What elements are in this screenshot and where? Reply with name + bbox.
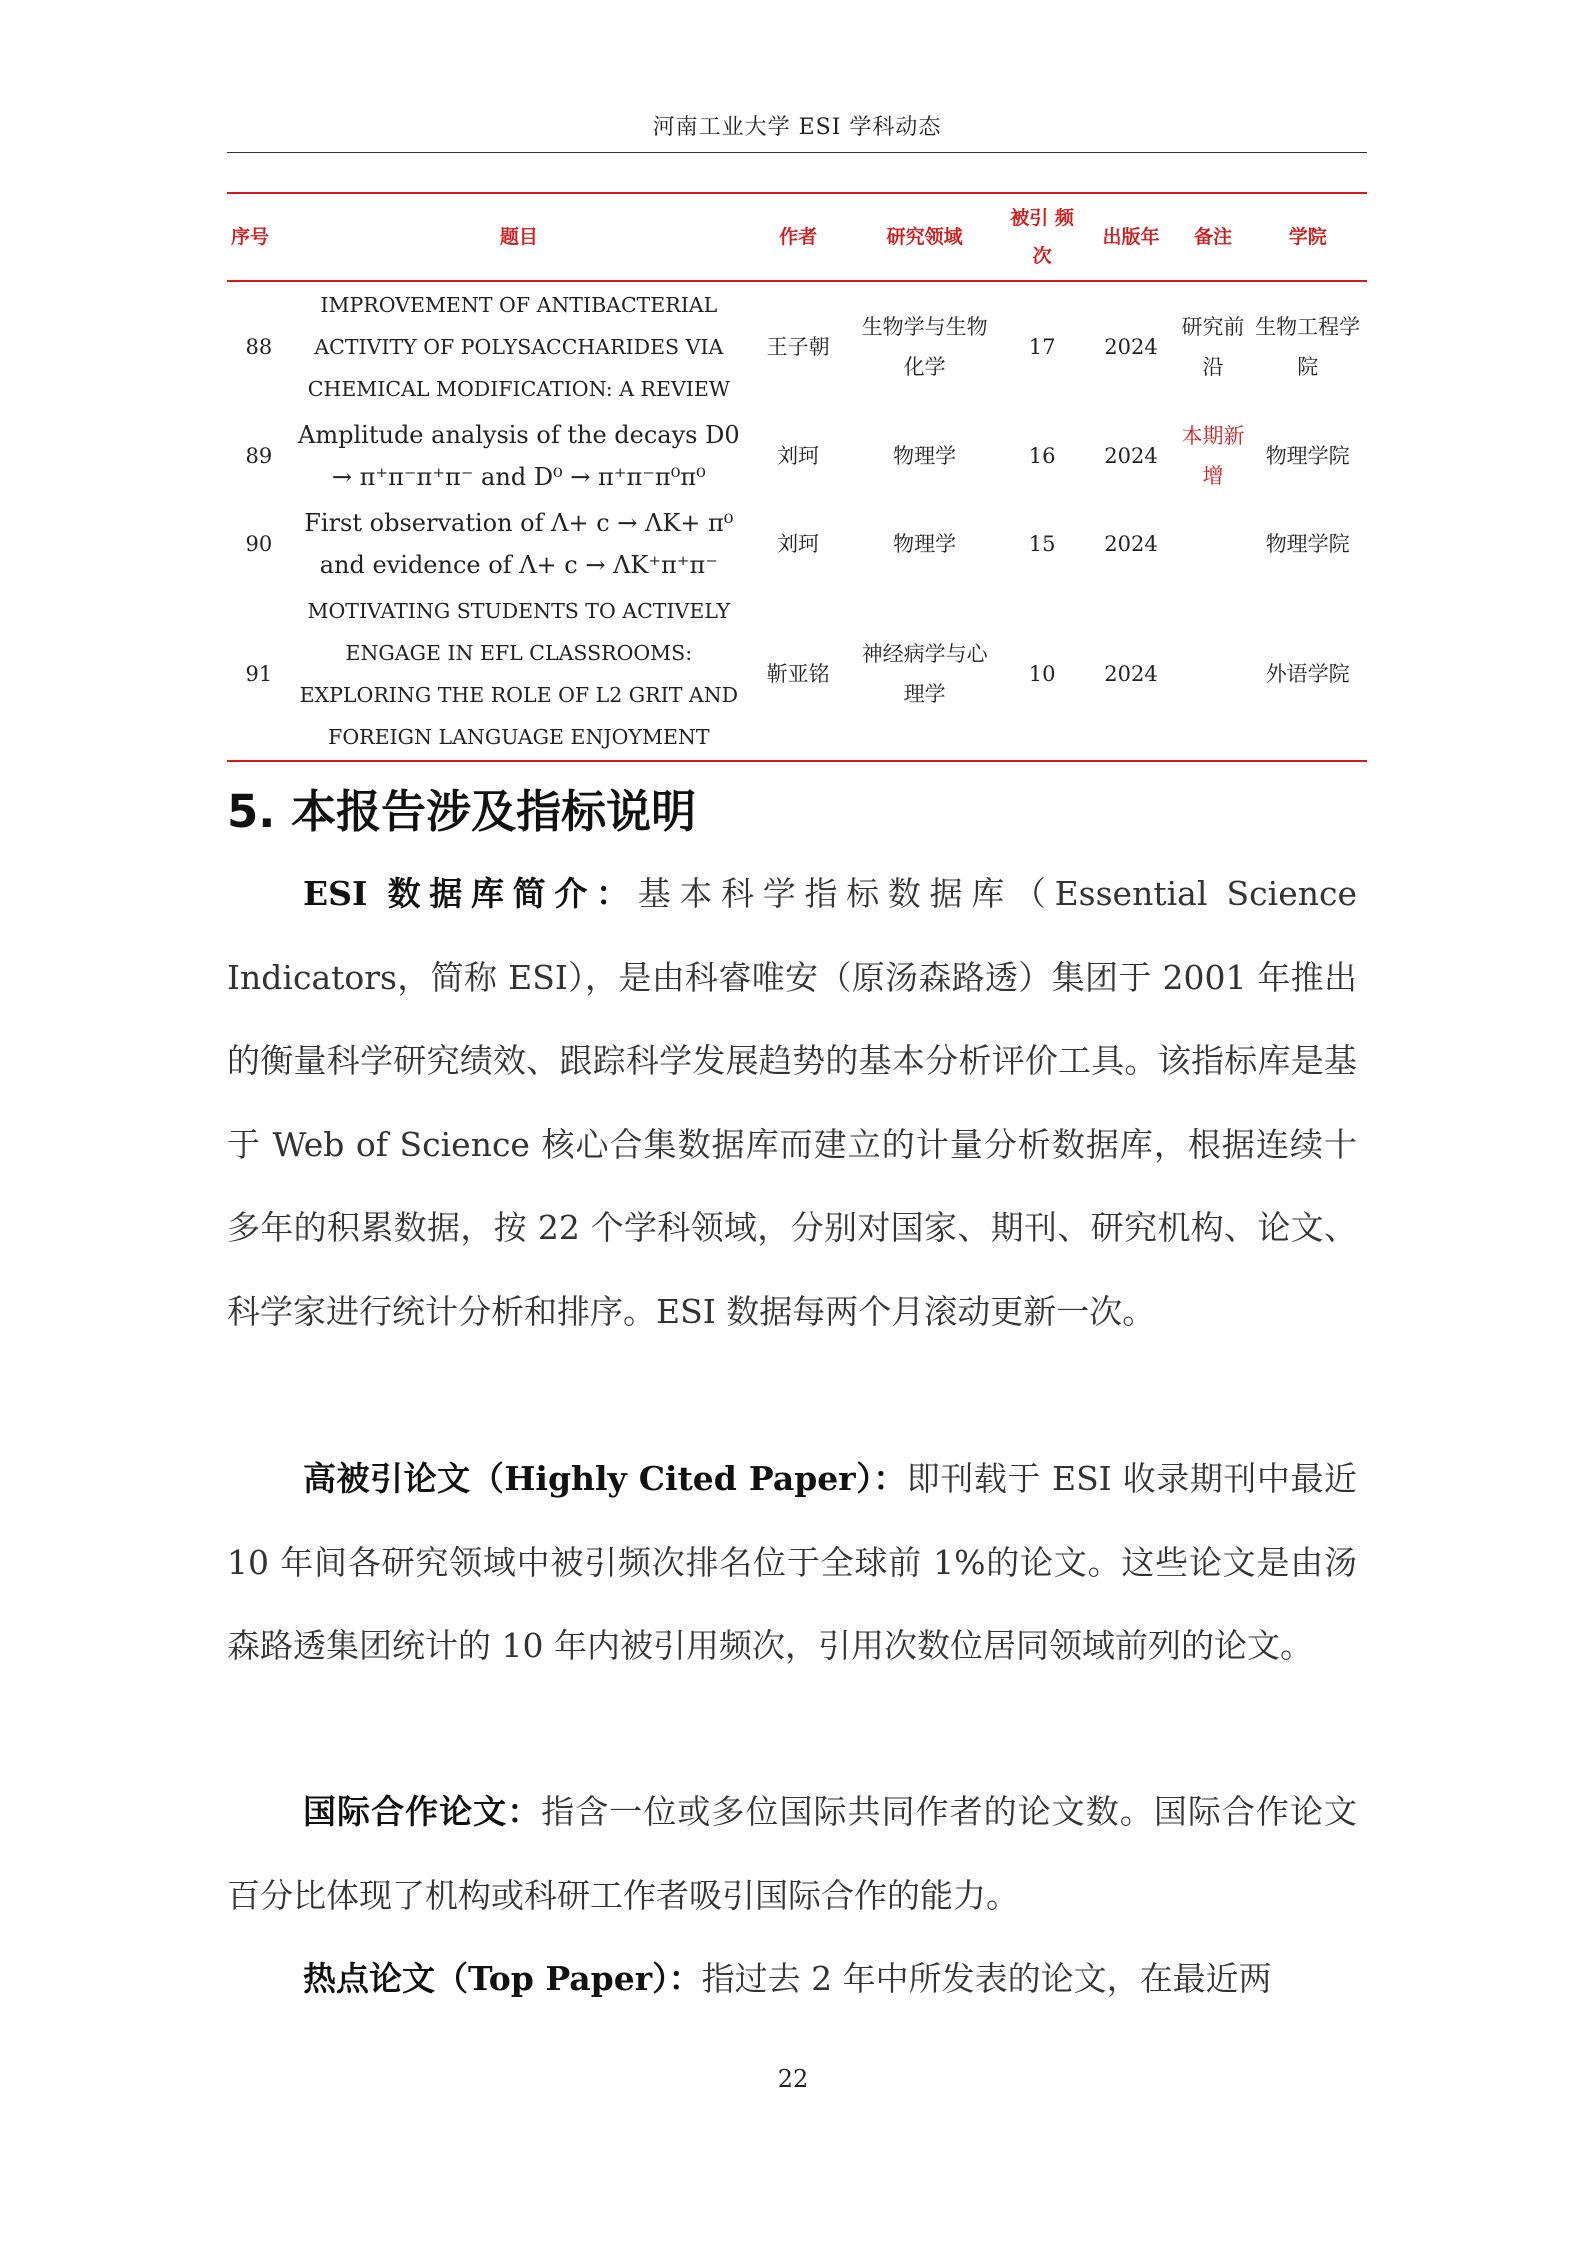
paragraph-text: 指过去 2 年中所发表的论文，在最近两: [701, 1959, 1272, 1998]
cell-year: 2024: [1104, 444, 1158, 468]
cell-citations: 16: [1028, 444, 1056, 468]
paragraph-international: [227, 1770, 1357, 1937]
paragraph-text: 指含一位或多位国际共同作者的论文数。国际合作论文百分比体现了机构或科研工作者吸引国际合作的能力。: [227, 1792, 1358, 1915]
paragraph-term: 高被引论文（Highly Cited Paper）：: [303, 1459, 907, 1498]
page-number: 22: [777, 2065, 809, 2093]
table-row: [227, 500, 1367, 588]
col-header-title: 题目: [499, 226, 538, 248]
col-header-citations: 被引 频次: [1010, 207, 1074, 267]
cell-author: 刘珂: [777, 444, 820, 468]
paragraph-term: ESI 数据库简介：: [303, 874, 638, 913]
cell-note: 本期新增: [1181, 424, 1245, 488]
cell-no: 89: [245, 444, 273, 468]
cell-title: First observation of Λ+ c → ΛK+ π⁰ and evidence of Λ+ c → ΛK⁺π⁺π⁻: [304, 509, 734, 579]
cell-year: 2024: [1104, 335, 1158, 359]
cell-author: 刘珂: [777, 532, 820, 556]
section-title: 5. 本报告涉及指标说明: [227, 785, 697, 838]
cell-field: 物理学: [893, 532, 957, 556]
cell-title: Amplitude analysis of the decays D0 → π⁺π⁻π⁺π⁻ and D⁰ → π⁺π⁻π⁰π⁰: [298, 421, 740, 491]
cell-citations: 17: [1028, 335, 1056, 359]
cell-college: 生物工程学院: [1255, 315, 1361, 379]
col-header-note: 备注: [1194, 226, 1233, 248]
cell-year: 2024: [1104, 532, 1158, 556]
cell-author: 靳亚铭: [766, 662, 830, 686]
paragraph-term: 热点论文（Top Paper）：: [303, 1959, 702, 1998]
cell-college: 外语学院: [1265, 662, 1350, 686]
cell-year: 2024: [1104, 662, 1158, 686]
running-header: 河南工业大学 ESI 学科动态: [652, 115, 942, 140]
cell-no: 90: [245, 532, 273, 556]
paragraph-top-paper: [227, 1937, 1357, 2021]
col-header-author: 作者: [779, 226, 818, 248]
col-header-field: 研究领域: [886, 226, 963, 248]
cell-field: 生物学与生物化学: [861, 315, 988, 379]
cell-note: 研究前沿: [1181, 315, 1245, 379]
cell-citations: 15: [1028, 532, 1056, 556]
paragraph-esi: [227, 852, 1357, 1353]
paragraph-text: 基本科学指标数据库（Essential Science Indicators，简称 ESI），是由科睿唯安（原汤森路透）集团于 2001 年推出的衡量科学研究绩效、跟踪科学发展趋势的基本分析评价工具。该指标库是基于 Web of Science 核心合集数据库而建立的计量分析数据库，根据连续十多年的积累数据，按 22 个学科领域，分别对国家、期刊、研究机构、论文、科学家进行统计分析和排序。ESI 数据每两个月滚动更新一次。: [227, 874, 1357, 1331]
paragraph-term: 国际合作论文：: [303, 1792, 542, 1831]
col-header-year: 出版年: [1102, 226, 1160, 248]
cell-author: 王子朝: [766, 335, 830, 359]
header-rule: [227, 152, 1367, 153]
cell-no: 88: [245, 335, 273, 359]
cell-note: [1178, 500, 1249, 588]
col-header-college: 学院: [1288, 226, 1327, 248]
cell-citations: 10: [1028, 662, 1056, 686]
cell-college: 物理学院: [1265, 532, 1350, 556]
cell-note: [1178, 588, 1249, 761]
cell-no: 91: [245, 662, 273, 686]
cell-field: 物理学: [893, 444, 957, 468]
cell-field: 神经病学与心理学: [861, 642, 988, 706]
paragraph-highly-cited: [227, 1437, 1357, 1688]
table-row: [227, 281, 1367, 412]
paragraph-text: 即刊载于 ESI 收录期刊中最近 10 年间各研究领域中被引频次排名位于全球前 1%的论文。这些论文是由汤森路透集团统计的 10 年内被引用频次，引用次数位居同领域前列的论文。: [227, 1459, 1357, 1665]
paper-table: [227, 192, 1367, 762]
cell-title: IMPROVEMENT OF ANTIBACTERIAL ACTIVITY OF POLYSACCHARIDES VIA CHEMICAL MODIFICATION: A REVIEW: [307, 293, 730, 401]
cell-college: 物理学院: [1265, 444, 1350, 468]
cell-title: MOTIVATING STUDENTS TO ACTIVELY ENGAGE IN EFL CLASSROOMS: EXPLORING THE ROLE OF L2 GRIT AND FOREIGN LANGUAGE ENJOYMENT: [299, 599, 739, 749]
table-header-row: [227, 193, 1367, 281]
table-row: [227, 588, 1367, 761]
table-row: [227, 412, 1367, 500]
col-header-no: 序号: [231, 226, 270, 248]
